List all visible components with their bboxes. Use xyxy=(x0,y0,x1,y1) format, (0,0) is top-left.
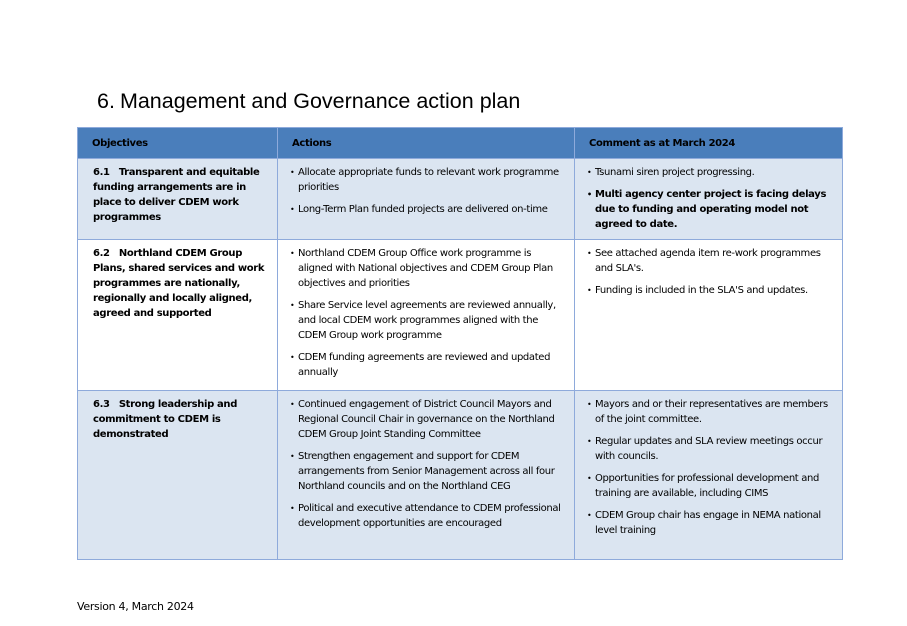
comment-item: • Funding is included in the SLA'S and updates. xyxy=(595,283,834,298)
objective-number: 6.3 xyxy=(93,399,110,410)
actions-cell xyxy=(278,159,575,240)
objective-text: Strong leadership and commitment to CDEM is demonstrated xyxy=(93,399,237,440)
comment-item: • CDEM Group chair has engage in NEMA national level training xyxy=(595,508,834,538)
objective-number: 6.2 xyxy=(93,248,110,259)
header-objectives: Objectives xyxy=(78,128,278,159)
section-heading xyxy=(97,87,520,115)
actions-cell xyxy=(278,391,575,560)
action-item: • CDEM funding agreements are reviewed and updated annually xyxy=(298,350,566,380)
action-item: • Long-Term Plan funded projects are delivered on-time xyxy=(298,202,566,217)
comment-cell xyxy=(575,240,843,391)
table-row xyxy=(78,391,843,560)
action-item: • Share Service level agreements are reviewed annually, and local CDEM work programmes aligned with the CDEM Group work programme xyxy=(298,298,566,343)
comment-item: • Opportunities for professional development and training are available, including CIMS xyxy=(595,471,834,501)
action-item: • Allocate appropriate funds to relevant work programme priorities xyxy=(298,165,566,195)
action-item: • Continued engagement of District Council Mayors and Regional Council Chair in governance on the Northland CDEM Group Joint Standing Committee xyxy=(298,397,566,442)
header-actions: Actions xyxy=(278,128,575,159)
action-plan-table xyxy=(77,127,843,560)
comment-item: • See attached agenda item re-work programmes and SLA's. xyxy=(595,246,834,276)
table-row xyxy=(78,240,843,391)
objective-cell xyxy=(78,240,278,391)
action-item: • Strengthen engagement and support for CDEM arrangements from Senior Management across all four Northland councils and on the Northland CEG xyxy=(298,449,566,494)
comment-cell xyxy=(575,391,843,560)
comment-item: • Tsunami siren project progressing. xyxy=(595,165,834,180)
objective-cell xyxy=(78,391,278,560)
action-item: • Northland CDEM Group Office work programme is aligned with National objectives and CDEM Group Plan objectives and priorities xyxy=(298,246,566,291)
comment-item: • Regular updates and SLA review meetings occur with councils. xyxy=(595,434,834,464)
table-header-row xyxy=(78,128,843,159)
version-footer: Version 4, March 2024 xyxy=(77,600,194,613)
comment-item: • Mayors and or their representatives are members of the joint committee. xyxy=(595,397,834,427)
action-item: • Political and executive attendance to CDEM professional development opportunities are encouraged xyxy=(298,501,566,531)
objective-number: 6.1 xyxy=(93,167,110,178)
header-comment: Comment as at March 2024 xyxy=(575,128,843,159)
objective-text: Transparent and equitable funding arrangements are in place to deliver CDEM work programmes xyxy=(93,167,260,223)
actions-cell xyxy=(278,240,575,391)
section-number: 6. xyxy=(97,89,115,113)
section-title: Management and Governance action plan xyxy=(119,89,521,113)
comment-item: • Multi agency center project is facing delays due to funding and operating model not agreed to date. xyxy=(595,187,834,232)
table-row xyxy=(78,159,843,240)
objective-cell xyxy=(78,159,278,240)
objective-text: Northland CDEM Group Plans, shared services and work programmes are nationally, regionally and locally aligned, agreed and supported xyxy=(93,248,265,319)
comment-cell xyxy=(575,159,843,240)
